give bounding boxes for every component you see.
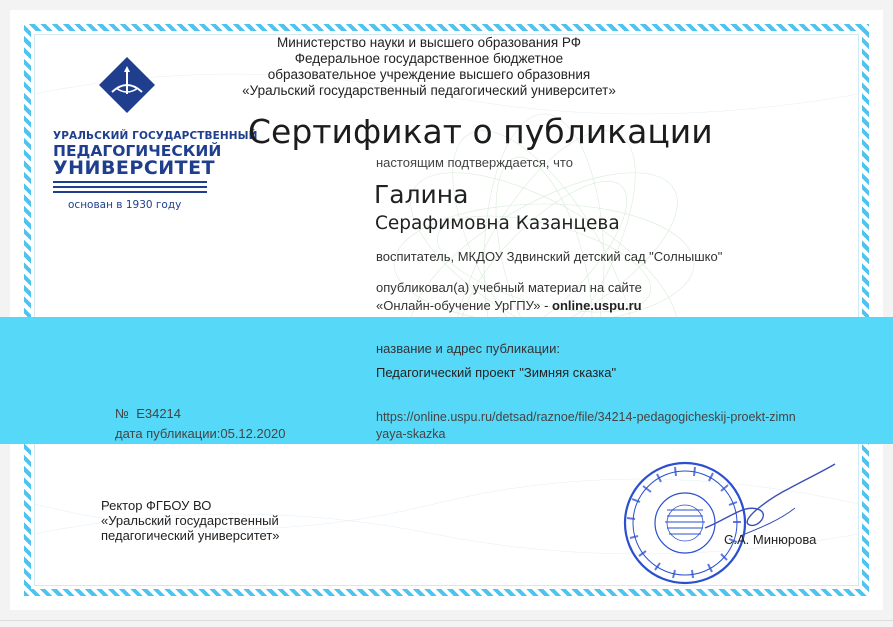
logo-text-line-2: ПЕДАГОГИЧЕСКИЙ xyxy=(53,142,222,160)
site-domain: online.uspu.ru xyxy=(552,298,642,313)
publication-label: название и адрес публикации: xyxy=(376,341,560,356)
recipient-first-name: Галина xyxy=(374,180,469,209)
ministry-line-2: Федеральное государственное бюджетное xyxy=(294,51,564,66)
ministry-header xyxy=(238,35,620,99)
date-value: 05.12.2020 xyxy=(220,426,286,441)
ministry-line-4: «Уральский государственный педагогический университет» xyxy=(242,83,616,98)
certificate-number xyxy=(115,406,181,421)
site-name: «Онлайн-обучение УрГПУ» - xyxy=(376,298,553,313)
logo-rule-2 xyxy=(53,186,207,188)
university-logo-icon xyxy=(98,56,156,114)
logo-text-line-1: УРАЛЬСКИЙ ГОСУДАРСТВЕННЫЙ xyxy=(53,130,258,142)
rector-line-1: Ректор ФГБОУ ВО xyxy=(101,498,212,513)
ministry-line-3: образовательное учреждение высшего образовния xyxy=(267,67,591,82)
signature-icon xyxy=(700,458,840,543)
page-bottom-divider xyxy=(0,620,893,621)
site-line xyxy=(376,298,642,313)
published-statement: опубликовал(а) учебный материал на сайте xyxy=(376,280,642,295)
rector-line-2: «Уральский государственный xyxy=(101,513,279,528)
recipient-position: воспитатель, МКДОУ Здвинский детский сад "Солнышко" xyxy=(376,249,723,264)
logo-founded: основан в 1930 году xyxy=(68,199,182,211)
number-value: E34214 xyxy=(136,406,182,421)
logo-rule-3 xyxy=(53,191,207,193)
logo-text-line-3: УНИВЕРСИТЕТ xyxy=(53,157,216,179)
rector-block xyxy=(101,498,280,543)
signer-name: С.А. Минюрова xyxy=(724,532,817,547)
certificate-title: Сертификат о публикации xyxy=(248,112,713,151)
confirms-text: настоящим подтверждается, что xyxy=(376,155,573,170)
publication-title: Педагогический проект "Зимняя сказка" xyxy=(376,365,617,380)
publication-url: https://online.uspu.ru/detsad/raznoe/file/34214-pedagogicheskij-proekt-zimnyaya-skazka xyxy=(376,410,796,441)
logo-rule-1 xyxy=(53,181,207,183)
publication-date xyxy=(115,426,285,441)
recipient-full-name: Серафимовна Казанцева xyxy=(375,213,620,234)
date-label: дата публикации: xyxy=(115,426,221,441)
ministry-line-1: Министерство науки и высшего образования РФ xyxy=(276,35,582,50)
rector-line-3: педагогический университет» xyxy=(101,528,280,543)
number-label: № xyxy=(115,406,129,421)
